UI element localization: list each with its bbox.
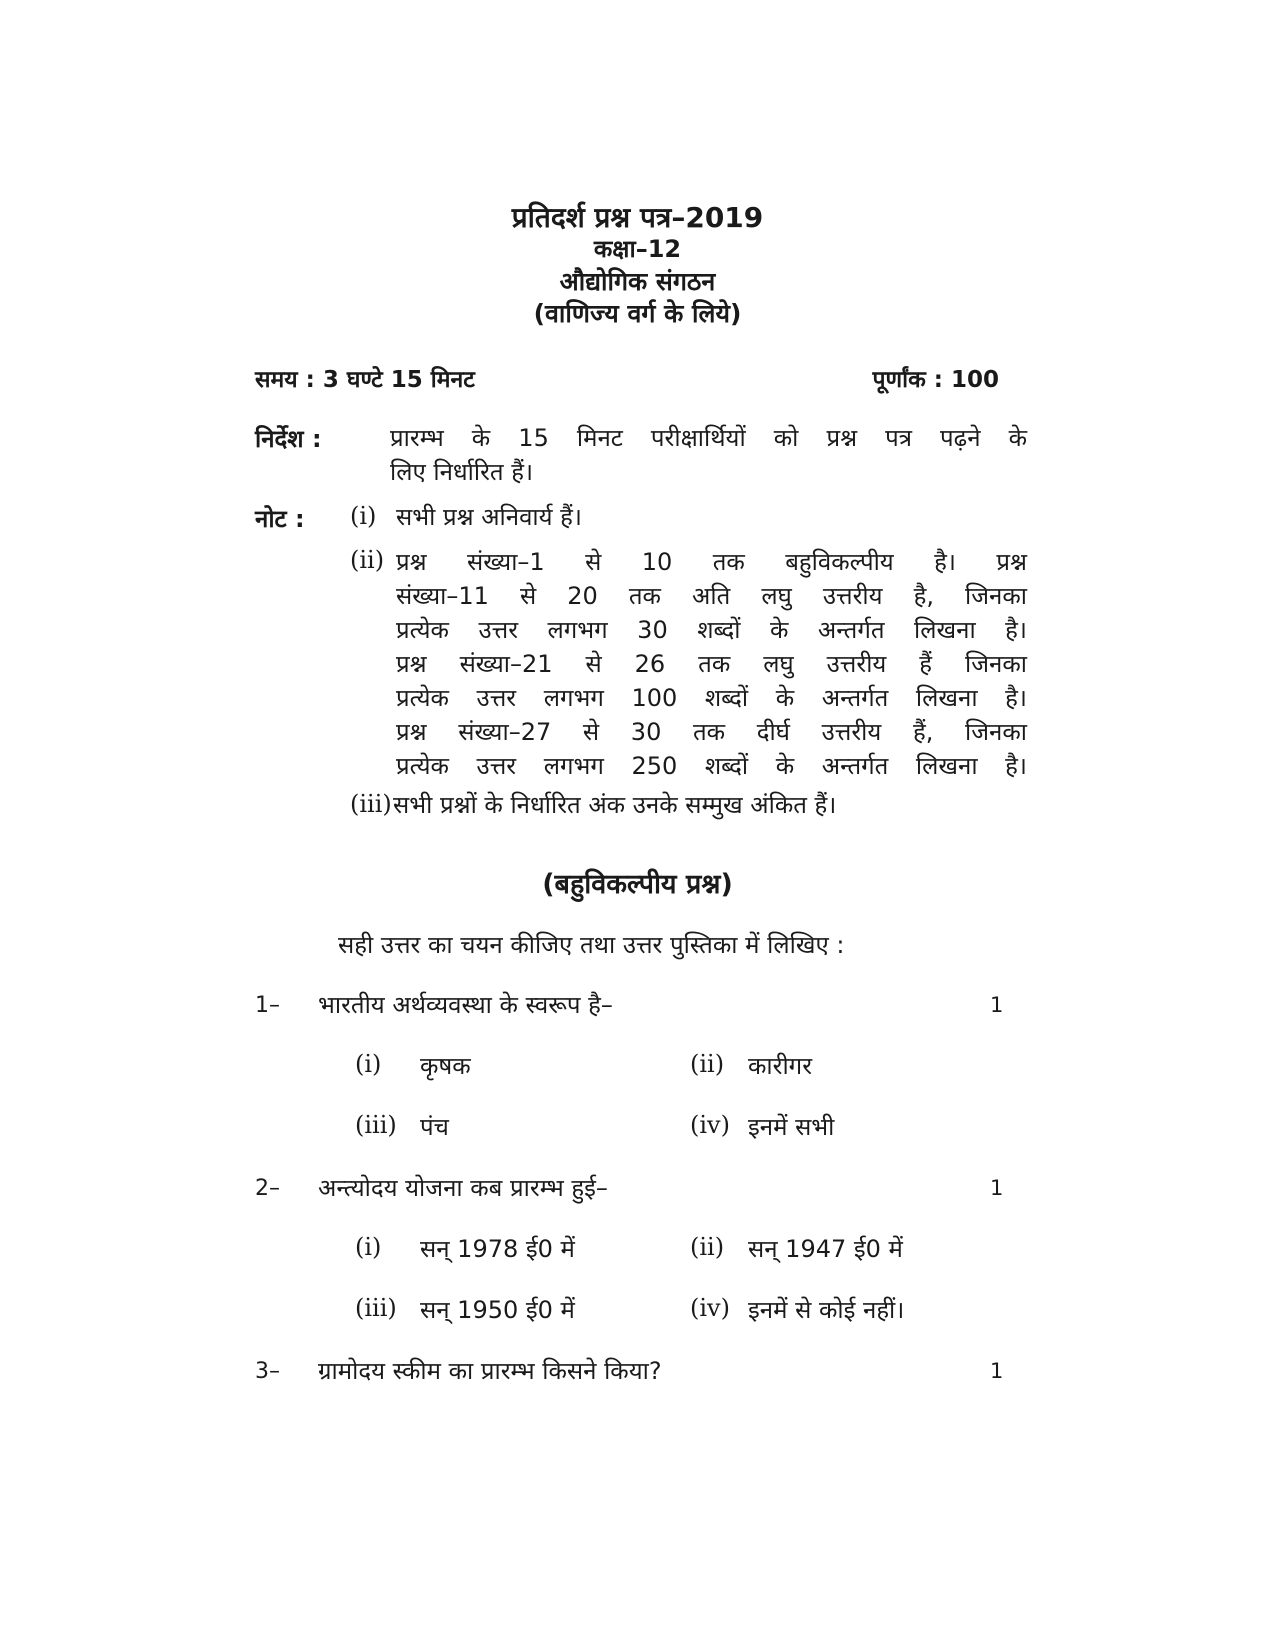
q2-option-3-text: सन् 1950 ई0 में [420,1296,575,1324]
note-item-2-line: संख्या–11 से 20 तक अति लघु उत्तरीय है, जिनका [396,582,1027,610]
note-item-2-line: प्रत्येक उत्तर लगभग 100 शब्दों के अन्तर्गत लिखना है। [396,684,1027,712]
question-2-marks: 1 [990,1176,1004,1200]
question-3-text: ग्रामोदय स्कीम का प्रारम्भ किसने किया? [318,1357,662,1385]
q2-option-2-label: (ii) [690,1233,725,1261]
q1-option-1-text: कृषक [420,1052,471,1080]
q2-option-1-text: सन् 1978 ई0 में [420,1235,575,1263]
note-item-1-number: (i) [350,502,377,530]
question-3-number: 3– [255,1359,280,1384]
q1-option-3-label: (iii) [355,1111,397,1139]
question-1-marks: 1 [990,993,1004,1017]
instructions-line-2: लिए निर्धारित हैं। [390,458,534,486]
question-3-marks: 1 [990,1359,1004,1383]
note-item-2-line: प्रश्न संख्या–27 से 30 तक दीर्घ उत्तरीय हैं, जिनका [396,718,1027,746]
note-item-2-line: प्रश्न संख्या–1 से 10 तक बहुविकल्पीय है। प्रश्न [396,548,1027,576]
q2-option-4-text: इनमें से कोई नहीं। [748,1296,905,1324]
subject-title: औद्योगिक संगठन [559,267,716,296]
instructions-line-1: प्रारम्भ के 15 मिनट परीक्षार्थियों को प्रश्न पत्र पढ़ने के [390,424,1027,452]
class-label: कक्षा–12 [593,235,682,263]
note-item-3-number: (iii) [350,790,392,818]
q1-option-3-text: पंच [420,1113,449,1141]
max-marks: पूर्णांक : 100 [872,367,999,393]
stream-label: (वाणिज्य वर्ग के लिये) [533,299,742,328]
instructions-label: निर्देश : [255,425,322,453]
question-2-number: 2– [255,1176,280,1201]
q1-option-4-text: इनमें सभी [748,1113,835,1141]
q2-option-2-text: सन् 1947 ई0 में [748,1235,903,1263]
paper-title: प्रतिदर्श प्रश्न पत्र–2019 [511,201,764,234]
question-2-text: अन्त्योदय योजना कब प्रारम्भ हुई– [318,1174,608,1202]
note-item-1-text: सभी प्रश्न अनिवार्य हैं। [396,503,583,531]
section-direction: सही उत्तर का चयन कीजिए तथा उत्तर पुस्तिका में लिखिए : [338,931,845,959]
q1-option-4-label: (iv) [690,1111,730,1139]
note-item-3-text: सभी प्रश्नों के निर्धारित अंक उनके सम्मुख अंकित हैं। [393,791,837,819]
note-item-2-line: प्रत्येक उत्तर लगभग 250 शब्दों के अन्तर्गत लिखना है। [396,752,1027,780]
note-item-2-line: प्रश्न संख्या–21 से 26 तक लघु उत्तरीय हैं जिनका [396,650,1027,678]
q1-option-2-label: (ii) [690,1050,725,1078]
q1-option-2-text: कारीगर [748,1052,813,1080]
note-label: नोट : [255,505,305,533]
note-item-2-number: (ii) [350,546,385,574]
note-item-2-text [396,545,1027,783]
question-1-number: 1– [255,993,280,1018]
note-item-2-line: प्रत्येक उत्तर लगभग 30 शब्दों के अन्तर्गत लिखना है। [396,616,1027,644]
q2-option-3-label: (iii) [355,1294,397,1322]
question-1-text: भारतीय अर्थव्यवस्था के स्वरूप है– [318,991,613,1019]
section-heading: (बहुविकल्पीय प्रश्न) [542,869,733,900]
q2-option-4-label: (iv) [690,1294,730,1322]
q2-option-1-label: (i) [355,1233,382,1261]
q1-option-1-label: (i) [355,1050,382,1078]
time-allowed: समय : 3 घण्टे 15 मिनट [255,367,475,393]
